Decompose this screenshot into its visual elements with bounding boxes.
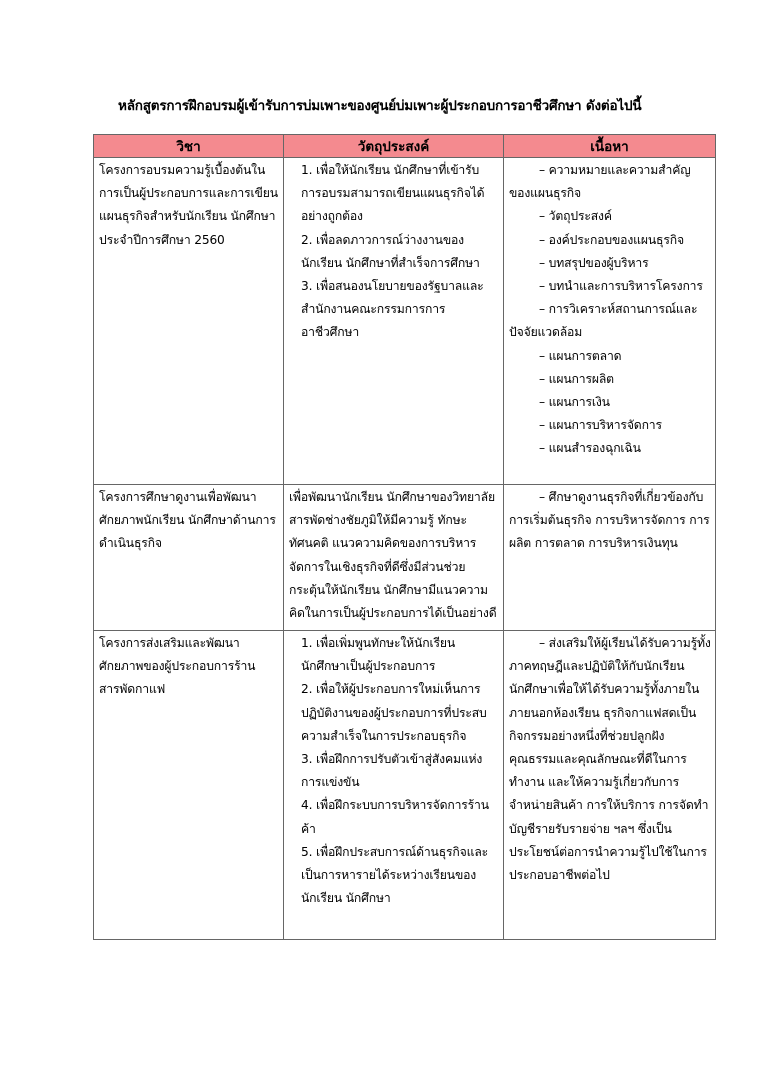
cell-objectives: เพื่อพัฒนานักเรียน นักศึกษาของวิทยาลัยสารพัดช่างชัยภูมิให้มีความรู้ ทักษะ ทัศนคติ แนวความคิดของการบริหารจัดการในเชิงธุรกิจที่ดีซึ่งมีส่วนช่วยกระตุ้นให้นักเรียน นักศึกษามีแนวความคิดในการเป็นผู้ประกอบการได้เป็นอย่างดี	[284, 485, 504, 631]
cell-subject: โครงการศึกษาดูงานเพื่อพัฒนาศักยภาพนักเรียน นักศึกษาด้านการดำเนินธุรกิจ	[94, 485, 284, 631]
objective-item: 3. เพื่อสนองนโยบายของรัฐบาลและสำนักงานคณะกรรมการการอาชีวศึกษา	[301, 279, 484, 340]
content-item: – องค์ประกอบของแผนธุรกิจ	[539, 232, 684, 247]
header-objective: วัตถุประสงค์	[284, 135, 504, 158]
content-item: – แผนการตลาด	[539, 348, 622, 363]
objective-item: 1. เพื่อให้นักเรียน นักศึกษาที่เข้ารับการอบรมสามารถเขียนแผนธุรกิจได้อย่างถูกต้อง	[301, 163, 485, 224]
table-row	[94, 158, 716, 485]
cell-subject: โครงการอบรมความรู้เบื้องต้นในการเป็นผู้ประกอบการและการเขียนแผนธุรกิจสำหรับนักเรียน นักศึกษา ประจำปีการศึกษา 2560	[94, 158, 284, 485]
content-item: – แผนการบริหารจัดการ	[539, 418, 662, 433]
cell-contents	[504, 158, 716, 485]
header-content: เนื้อหา	[504, 135, 716, 158]
content-item: – แผนการผลิต	[539, 371, 614, 386]
table-row	[94, 485, 716, 631]
content-paragraph: – ส่งเสริมให้ผู้เรียนได้รับความรู้ทั้งภาคทฤษฎีและปฏิบัติให้กับนักเรียน นักศึกษาเพื่อให้ได้รับความรู้ทั้งภายใน ภายนอกห้องเรียน ธุรกิจกาแฟสดเป็นกิจกรรมอย่างหนึ่งที่ช่วยปลูกฝังคุณธรรมและคุณลักษณะที่ดีในการทำงาน และให้ความรู้เกี่ยวกับการจำหน่ายสินค้า การให้บริการ การจัดทำบัญชีรายรับรายจ่าย ฯลฯ ซึ่งเป็นประโยชน์ต่อการนำความรู้ไปใช้ในการประกอบอาชีพต่อไป	[509, 636, 711, 883]
cell-contents	[504, 631, 716, 940]
cell-subject: โครงการส่งเสริมและพัฒนาศักยภาพของผู้ประกอบการร้านสารพัดกาแฟ	[94, 631, 284, 940]
objective-item: 1. เพื่อเพิ่มพูนทักษะให้นักเรียนนักศึกษาเป็นผู้ประกอบการ	[301, 636, 456, 674]
cell-contents	[504, 485, 716, 631]
course-table	[93, 134, 716, 940]
page-title: หลักสูตรการฝึกอบรมผู้เข้ารับการบ่มเพาะของศูนย์บ่มเพาะผู้ประกอบการอาชีวศึกษา ดังต่อไปนี้	[118, 98, 642, 114]
content-item: – แผนสำรองฉุกเฉิน	[539, 441, 641, 456]
header-subject: วิชา	[94, 135, 284, 158]
content-item: – บทสรุปของผู้บริหาร	[539, 255, 649, 270]
table-row	[94, 631, 716, 940]
content-item: – ความหมายและความสำคัญของแผนธุรกิจ	[509, 163, 691, 201]
objective-item: 2. เพื่อให้ผู้ประกอบการใหม่เห็นการปฏิบัติงานของผู้ประกอบการที่ประสบความสำเร็จในการประกอบธุรกิจ	[301, 682, 487, 743]
content-paragraph: – ศึกษาดูงานธุรกิจที่เกี่ยวข้องกับการเริ่มต้นธุรกิจ การบริหารจัดการ การผลิต การตลาด การบริหารเงินทุน	[509, 490, 710, 551]
content-item: – บทนำและการบริหารโครงการ	[539, 279, 703, 294]
cell-objectives	[284, 158, 504, 485]
objective-item: 2. เพื่อลดภาวการณ์ว่างงานของนักเรียน นักศึกษาที่สำเร็จการศึกษา	[301, 232, 480, 270]
objective-item: 3. เพื่อฝึกการปรับตัวเข้าสู่สังคมแห่งการแข่งขัน	[301, 752, 483, 790]
objective-item: 4. เพื่อฝึกระบบการบริหารจัดการร้านค้า	[301, 798, 489, 836]
objective-item: 5. เพื่อฝึกประสบการณ์ด้านธุรกิจและเป็นการหารายได้ระหว่างเรียนของนักเรียน นักศึกษา	[301, 844, 489, 906]
cell-objectives	[284, 631, 504, 940]
content-item: – การวิเคราะห์สถานการณ์และปัจจัยแวดล้อม	[509, 302, 698, 340]
table-header-row	[94, 135, 716, 158]
content-item: – วัตถุประสงค์	[539, 209, 612, 224]
content-item: – แผนการเงิน	[539, 395, 610, 410]
